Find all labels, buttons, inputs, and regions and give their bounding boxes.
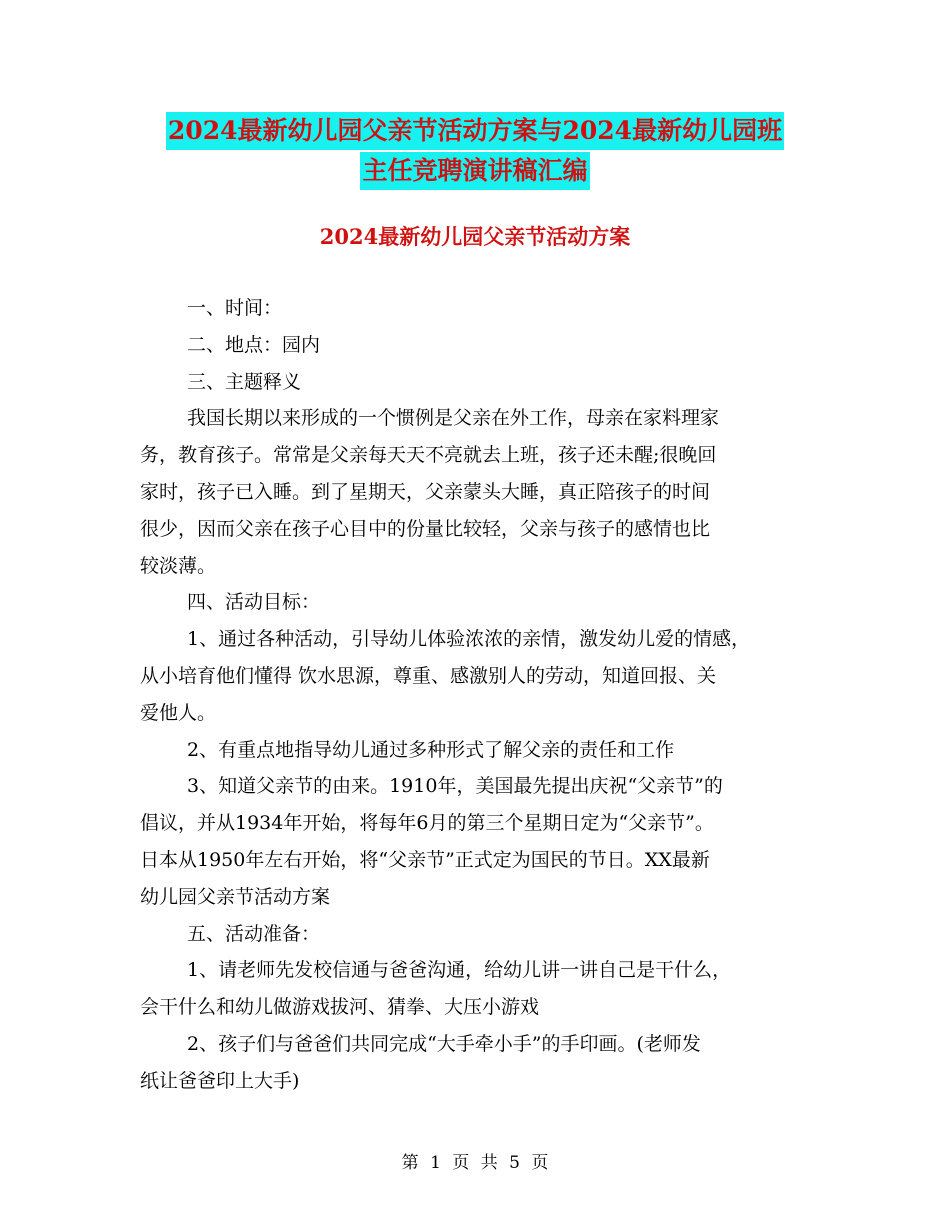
body-line: 务，教育孩子。常常是父亲每天天不亮就去上班，孩子还未醒;很晚回	[140, 444, 717, 467]
page-footer: 第 1 页 共 5 页	[401, 1153, 549, 1173]
title-line-2: 主任竞聘演讲稿汇编	[360, 152, 589, 190]
body-line: 很少，因而父亲在孩子心目中的份量比较轻，父亲与孩子的感情也比	[140, 517, 711, 540]
body-line: 幼儿园父亲节活动方案	[140, 885, 331, 908]
document-title	[140, 112, 810, 190]
section-title: 2024最新幼儿园父亲节活动方案	[319, 224, 631, 249]
body-line: 爱他人。	[140, 701, 217, 724]
body-line: 五、活动准备：	[187, 922, 321, 945]
body-line: 2、有重点地指导幼儿通过多种形式了解父亲的责任和工作	[187, 738, 675, 761]
body-line: 二、地点：园内	[187, 333, 321, 356]
body-line: 2、孩子们与爸爸们共同完成“大手牵小手”的手印画。(老师发	[187, 1032, 701, 1055]
body-line: 从小培育他们懂得 饮水思源，尊重、感激别人的劳动，知道回报、关	[140, 664, 717, 687]
body-line: 较淡薄。	[140, 554, 217, 577]
body-line: 3、知道父亲节的由来。1910年，美国最先提出庆祝“父亲节”的	[187, 775, 723, 798]
body-line: 一、时间：	[187, 297, 283, 319]
body-line: 四、活动目标：	[187, 591, 321, 614]
body-line: 1、请老师先发校信通与爸爸沟通，给幼儿讲一讲自己是干什么，	[187, 959, 732, 982]
document-body	[140, 290, 812, 1100]
body-line: 我国长期以来形成的一个惯例是父亲在外工作，母亲在家料理家	[187, 407, 720, 430]
title-line-1: 2024最新幼儿园父亲节活动方案与2024最新幼儿园班	[166, 112, 784, 150]
body-line: 家时，孩子已入睡。到了星期天，父亲蒙头大睡，真正陪孩子的时间	[140, 480, 711, 503]
body-line: 日本从1950年左右开始，将“父亲节”正式定为国民的节日。XX最新	[140, 848, 710, 871]
body-line: 倡议，并从1934年开始，将每年6月的第三个星期日定为“父亲节”。	[140, 812, 714, 835]
body-line: 三、主题释义	[187, 370, 302, 393]
body-line: 1、通过各种活动，引导幼儿体验浓浓的亲情，激发幼儿爱的情感，	[187, 628, 751, 651]
body-line: 纸让爸爸印上大手)	[140, 1069, 300, 1092]
body-line: 会干什么和幼儿做游戏拔河、猜拳、大压小游戏	[140, 996, 540, 1019]
